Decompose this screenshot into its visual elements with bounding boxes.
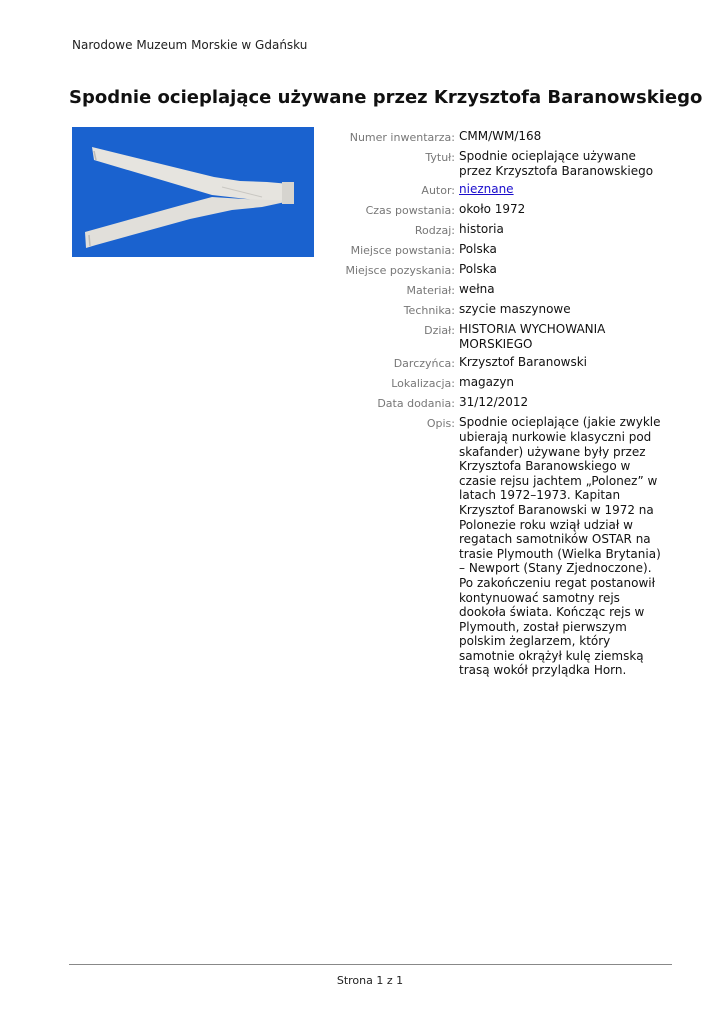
detail-label: Darczyńca:	[393, 357, 455, 371]
detail-row-description	[340, 415, 670, 678]
detail-value: szycie maszynowe	[459, 302, 571, 317]
object-photo	[72, 127, 314, 257]
detail-label: Rodzaj:	[414, 224, 455, 238]
detail-value: Spodnie ocieplające używane przez Krzysztofa Baranowskiego	[459, 149, 654, 178]
author-link[interactable]: nieznane	[459, 182, 514, 197]
detail-row-place-of-acquisition	[340, 262, 670, 278]
detail-row-creation-time	[340, 202, 670, 218]
detail-label: Technika:	[403, 304, 455, 318]
detail-row-donor	[340, 355, 670, 371]
detail-row-location	[340, 375, 670, 391]
detail-value: magazyn	[459, 375, 515, 390]
detail-value: HISTORIA WYCHOWANIA MORSKIEGO	[459, 322, 606, 351]
detail-row-material	[340, 282, 670, 298]
detail-row-department	[340, 322, 670, 351]
detail-row-place-of-creation	[340, 242, 670, 258]
detail-label: Materiał:	[406, 284, 455, 298]
detail-row-type	[340, 222, 670, 238]
detail-value: 31/12/2012	[459, 395, 529, 410]
detail-label: Lokalizacja:	[391, 377, 455, 391]
detail-label: Data dodania:	[377, 397, 455, 411]
detail-value: historia	[459, 222, 504, 237]
detail-row-technique	[340, 302, 670, 318]
detail-label: Dział:	[424, 324, 455, 338]
detail-label: Tytuł:	[425, 151, 455, 164]
footer-divider	[69, 964, 672, 965]
detail-row-author	[340, 182, 670, 198]
detail-label: Miejsce powstania:	[350, 244, 455, 258]
detail-label: Autor:	[421, 184, 455, 198]
detail-value: Polska	[459, 262, 497, 277]
detail-value: CMM/WM/168	[459, 129, 542, 143]
institution-name: Narodowe Muzeum Morskie w Gdańsku	[72, 38, 308, 52]
detail-row-inventory-number	[340, 129, 670, 145]
detail-label: Czas powstania:	[365, 204, 455, 218]
description-text: Spodnie ocieplające (jakie zwykle ubierają nurkowie klasyczni pod skafander) używane były przez Krzysztofa Baranowskiego w czasie rejsu jachtem „Polonez” w latach 1972–1973. Kapitan Krzysztof Baranowski w 1972 na Polonezie roku wziął udział w regatach samotników OSTAR na trasie Plymouth (Wielka Brytania) – Newport (Stany Zjednoczone). Po zakończeniu regat postanowił kontynuować samotny rejs dookoła świata. Kończąc rejs w Plymouth, został pierwszym polskim żeglarzem, który samotnie okrążył kulę ziemską trasą wokół przylądka Horn.	[459, 415, 661, 678]
detail-value: Polska	[459, 242, 497, 257]
detail-row-date-added	[340, 395, 670, 411]
detail-row-title	[340, 149, 670, 178]
detail-label: Opis:	[426, 417, 455, 431]
detail-value: wełna	[459, 282, 495, 297]
page-title: Spodnie ocieplające używane przez Krzysztofa Baranowskiego	[69, 87, 703, 108]
page-number: Strona 1 z 1	[336, 974, 404, 987]
detail-label: Miejsce pozyskania:	[345, 264, 455, 278]
detail-label: Numer inwentarza:	[349, 131, 455, 144]
detail-value: około 1972	[459, 202, 526, 217]
metadata-list	[340, 129, 670, 682]
detail-value: Krzysztof Baranowski	[459, 355, 588, 370]
